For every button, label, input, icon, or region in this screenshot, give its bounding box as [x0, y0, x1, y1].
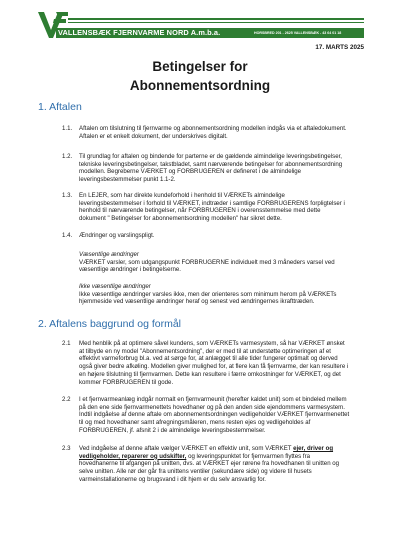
brand-line-thin — [68, 22, 364, 23]
paragraph-1-1 — [79, 125, 347, 140]
paragraph-number: 1.1. — [62, 125, 73, 132]
text-line: Indtil indgåelse af denne aftale om abonnementsordningen vedligeholder VÆRKET fjernvarmenettet — [79, 411, 350, 419]
paragraph-1-2 — [79, 153, 342, 184]
text-line: FORBRUGEREN, jf. afsnit 2 i de almindelige leveringsbestemmelser. — [79, 426, 266, 434]
document-date: 17. MARTS 2025 — [315, 44, 364, 51]
paragraph-number: 1.3. — [62, 192, 73, 199]
paragraph-number: 2.1 — [62, 340, 71, 347]
paragraph-2-3 — [79, 445, 339, 484]
text-line: kommer FORBRUGEREN til gode. — [79, 378, 174, 386]
text-line: Til grundlag for aftalen og bindende for parterne er de gældende almindelige leveringsbetingelser, — [79, 153, 342, 160]
text-line: varmeinstallationerne og brugsvand i dit hjem er du selv ansvarlig for. — [79, 475, 266, 483]
emphasis-text: ejer, driver og — [293, 445, 334, 452]
text-line: modellen. Begreberne VÆRKET og FORBRUGEREN er defineret i de almindelige — [79, 168, 302, 176]
text-line: dokument " Betingelser for abonnementsordning modellen" har sikret dette. — [79, 215, 282, 223]
text-segment: og leveringspunktet for fjernvarmen flyttes fra — [188, 452, 310, 460]
text-line: leveringsbestemmelser punkt 1.1-2. — [79, 176, 176, 184]
text-line: leveringsbestemmelser i forhold til VÆRKET, indtræder i samtlige FORBRUGERENS forpligtelser i — [79, 199, 345, 207]
text-line: En LEJER, som har direkte kundeforhold i henhold til VÆRKETs almindelige — [79, 192, 285, 199]
paragraph-1-3 — [79, 192, 345, 223]
document-title-line-2: Abonnementsordning — [129, 78, 271, 93]
text-line — [79, 445, 339, 453]
text-line: også giver bedre afkøling. Modellen giver mulighed for, at flere kan få fjernvarme, der kan resultere i — [79, 363, 349, 371]
subsection-minor-changes — [79, 283, 336, 306]
paragraph-2-2 — [79, 396, 349, 435]
company-address: HORSBRED 201 - 2625 VALLENSBÆK - 43 64 01 18 — [254, 30, 342, 35]
paragraph-number: 1.2. — [62, 153, 73, 160]
section-heading: 1. Aftalen — [38, 101, 82, 113]
text-line: Med henblik på at optimere såvel kundens, som VÆRKETs varmesystem, så har VÆRKET ønsket — [79, 340, 345, 347]
text-line: selve unitten. Alle rør der går fra unittens ventiler (sekundære side) og videre til husets — [79, 468, 312, 476]
text-line: en højere tilslutning til fjernvarmen. Dette kan resultere i færre omkostninger for VÆRKET, og det — [79, 370, 341, 378]
paragraph-number: 2.3 — [62, 445, 71, 452]
text-line: VÆRKET varsler, som udgangspunkt FORBRUGERNE individuelt med 3 måneders varsel ved — [79, 258, 335, 266]
text-line: effektivt varmeforbrug bl.a. ved at sørge for, at anlægget til alle tider fungerer optimalt og derved — [79, 355, 338, 363]
company-name: VALLENSBÆK FJERNVARME NORD A.m.b.a. — [58, 28, 221, 37]
text-segment: Ved indgåelse af denne aftale vælger VÆRKET en effektiv unit, som VÆRKET — [79, 445, 294, 452]
subsection-label: Væsentlige ændringer — [79, 251, 139, 258]
text-line: Ændringer og varslingspligt. — [79, 232, 155, 239]
text-line: at tilbyde en ny model "Abonnementsordning", der er med til at understøtte optimeringen af et — [79, 347, 331, 355]
text-line: tekniske leveringsbetingelser, takstbladet, samt nærværende betingelser for abonnementsordning — [79, 160, 343, 168]
text-line: henhold til nærværende betingelser, når FORBRUGEREN i overensstemmelse med dette — [79, 207, 321, 215]
text-line — [79, 453, 339, 461]
text-line: Aftalen om tilslutning til fjernvarme og abonnementsordning modellen indgås via et aftaledokument. — [79, 125, 347, 132]
document-title-line-1: Betingelser for — [152, 59, 248, 74]
text-line: I et fjernvarmeanlæg indgår normalt en fjernvarmeunit (herefter kaldet unit) som et bindeled mellem — [79, 396, 347, 403]
subsection-label: Ikke væsentlige ændringer — [79, 283, 151, 290]
text-line: til og med hovedhaner samt afregningsmåleren, mens resten ejes og vedligeholdes af — [79, 419, 311, 427]
paragraph-number: 2.2 — [62, 396, 71, 403]
text-line: Ikke væsentlige ændringer varsles ikke, men der orienteres som minimum herom på VÆRKETs — [79, 290, 337, 298]
text-line: væsentlige ændringer i betingelserne. — [79, 266, 181, 274]
text-line: Aftalen er et enkelt dokument, der underskrives digitalt. — [79, 132, 228, 140]
brand-line — [68, 18, 364, 20]
paragraph-2-1 — [79, 340, 348, 386]
text-line: hovedhanerne til afgangen på unitten, dvs. at VÆRKET ejer rørene fra hovedhanen til unitten og — [79, 460, 340, 468]
paragraph-1-4 — [79, 232, 155, 240]
text-line: på den ene side fjernvarmenettets hovedhaner og på den anden side ejendommens varmesystem. — [79, 403, 345, 411]
emphasis-text: vedligeholder, reparerer og udskifter, — [79, 452, 187, 460]
letterhead — [38, 10, 364, 38]
subsection-significant-changes — [79, 251, 335, 274]
text-line: hjemmeside ved væsentlige ændringer heraf og senest ved ændringernes ikrafttræden. — [79, 298, 315, 306]
section-heading: 2. Aftalens baggrund og formål — [38, 318, 182, 330]
paragraph-number: 1.4. — [62, 232, 73, 239]
